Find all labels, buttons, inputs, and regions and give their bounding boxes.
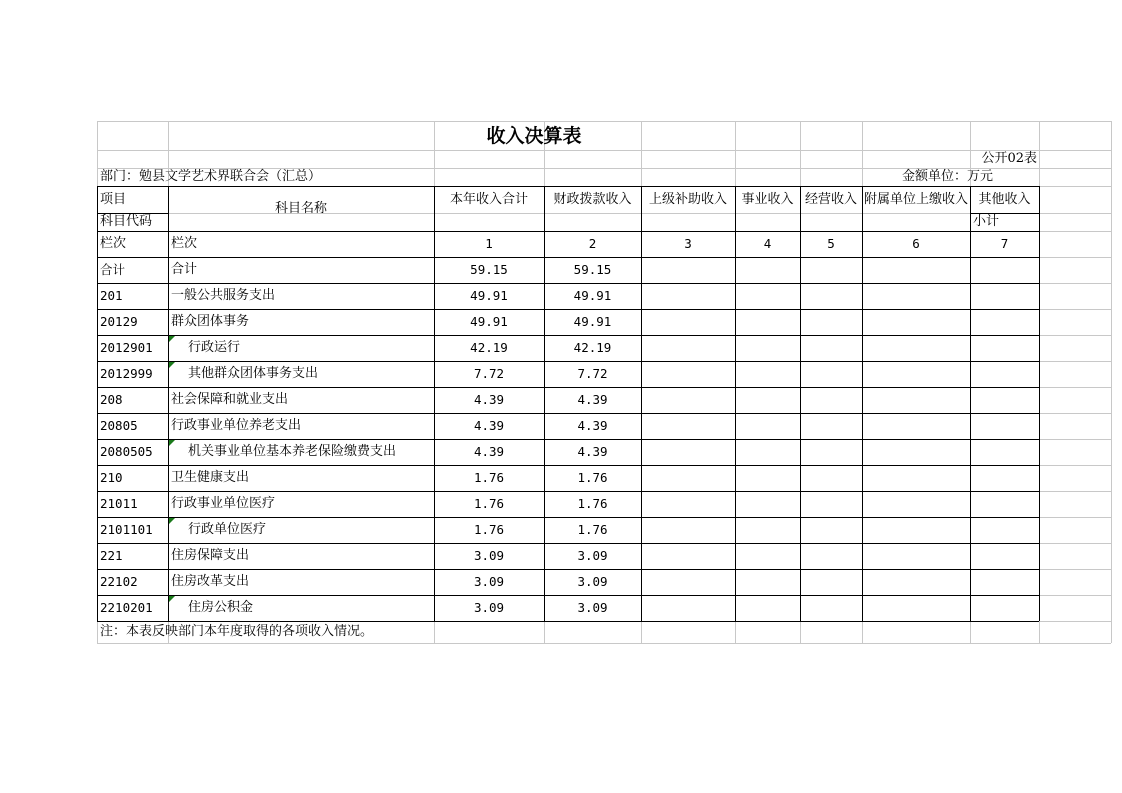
row-total: 3.09 <box>473 600 505 615</box>
row-code: 2012901 <box>100 340 153 355</box>
page-title: 收入决算表 <box>486 124 582 147</box>
row-total: 3.09 <box>473 574 505 589</box>
row-code: 2012999 <box>100 366 153 381</box>
row-code: 2210201 <box>100 600 153 615</box>
cell-comment-marker <box>169 596 175 602</box>
header-business: 事业收入 <box>741 191 794 207</box>
department-label: 部门：勉县文学艺术界联合会（汇总） <box>100 169 322 184</box>
row-name: 行政事业单位养老支出 <box>171 418 302 433</box>
row-fiscal: 3.09 <box>577 600 608 615</box>
row-name: 一般公共服务支出 <box>171 288 276 303</box>
row-fiscal: 4.39 <box>577 392 608 407</box>
table-column-border <box>168 186 169 621</box>
sheet-gridline-h <box>97 150 1111 151</box>
index-c6: 6 <box>912 236 920 251</box>
row-code: 201 <box>100 288 123 303</box>
table-note: 注：本表反映部门本年度取得的各项收入情况。 <box>100 624 374 639</box>
row-total: 7.72 <box>473 366 505 381</box>
row-fiscal: 3.09 <box>577 574 608 589</box>
row-total: 1.76 <box>473 522 505 537</box>
row-fiscal: 4.39 <box>577 444 608 459</box>
index-c5: 5 <box>827 236 835 251</box>
row-code: 20129 <box>100 314 138 329</box>
row-total: 3.09 <box>473 548 505 563</box>
row-fiscal: 4.39 <box>577 418 608 433</box>
row-name: 群众团体事务 <box>171 314 250 329</box>
row-total: 42.19 <box>470 340 508 355</box>
header-total-income: 本年收入合计 <box>449 191 528 207</box>
index-c2: 2 <box>588 236 597 251</box>
index-code: 栏次 <box>100 236 127 251</box>
row-fiscal: 1.76 <box>577 522 608 537</box>
row-fiscal: 7.72 <box>577 366 608 381</box>
header-operating: 经营收入 <box>804 191 857 207</box>
row-name: 机关事业单位基本养老保险缴费支出 <box>188 444 397 459</box>
row-code: 合计 <box>100 262 126 277</box>
row-name: 住房改革支出 <box>171 574 250 589</box>
cell-comment-marker <box>169 362 175 368</box>
row-total: 4.39 <box>473 444 505 459</box>
row-name: 合计 <box>171 262 198 277</box>
row-name: 住房公积金 <box>188 600 254 615</box>
index-c3: 3 <box>684 236 692 251</box>
sheet-gridline-h <box>97 643 1111 644</box>
cell-comment-marker <box>169 518 175 524</box>
row-code: 2101101 <box>100 522 153 537</box>
index-name: 栏次 <box>171 236 198 251</box>
row-fiscal: 49.91 <box>573 288 612 303</box>
row-total: 4.39 <box>473 418 505 433</box>
row-fiscal: 1.76 <box>577 470 608 485</box>
header-other: 其他收入 <box>978 191 1031 207</box>
row-code: 210 <box>100 470 123 485</box>
table-code: 公开02表 <box>981 151 1037 166</box>
row-name: 社会保障和就业支出 <box>171 392 289 407</box>
row-total: 1.76 <box>473 496 505 511</box>
header-subtotal: 小计 <box>973 214 1000 229</box>
row-fiscal: 3.09 <box>577 548 608 563</box>
row-fiscal: 42.19 <box>573 340 612 355</box>
row-name: 行政运行 <box>188 340 241 355</box>
header-superior-subsidy: 上级补助收入 <box>648 191 727 207</box>
unit-label: 金额单位：万元 <box>902 169 994 184</box>
index-c1: 1 <box>485 236 493 251</box>
row-code: 21011 <box>100 496 138 511</box>
row-name: 卫生健康支出 <box>171 470 250 485</box>
header-subject-name: 科目名称 <box>274 200 327 216</box>
row-name: 行政单位医疗 <box>188 522 267 537</box>
header-affiliated: 附属单位上缴收入 <box>863 191 968 207</box>
header-item: 项目 <box>100 191 127 207</box>
cell-comment-marker <box>169 336 175 342</box>
row-code: 22102 <box>100 574 138 589</box>
row-name: 住房保障支出 <box>171 548 250 563</box>
table-border-right <box>1039 186 1040 621</box>
row-total: 4.39 <box>473 392 505 407</box>
row-code: 208 <box>100 392 123 407</box>
header-fiscal: 财政拨款收入 <box>553 191 632 207</box>
row-code: 20805 <box>100 418 138 433</box>
row-total: 1.76 <box>473 470 505 485</box>
row-name: 行政事业单位医疗 <box>171 496 276 511</box>
row-fiscal: 1.76 <box>577 496 608 511</box>
row-code: 2080505 <box>100 444 153 459</box>
row-fiscal: 59.15 <box>573 262 612 277</box>
cell-comment-marker <box>169 440 175 446</box>
index-c4: 4 <box>763 236 772 251</box>
row-code: 221 <box>100 548 123 563</box>
row-total: 49.91 <box>470 314 508 329</box>
row-name: 其他群众团体事务支出 <box>188 366 319 381</box>
header-subject-code: 科目代码 <box>100 214 153 229</box>
row-total: 59.15 <box>470 262 508 277</box>
row-fiscal: 49.91 <box>573 314 612 329</box>
row-total: 49.91 <box>470 288 508 303</box>
table-border-left <box>97 186 98 621</box>
sheet-gridline-v <box>1111 121 1112 643</box>
index-c7: 7 <box>1000 236 1009 251</box>
